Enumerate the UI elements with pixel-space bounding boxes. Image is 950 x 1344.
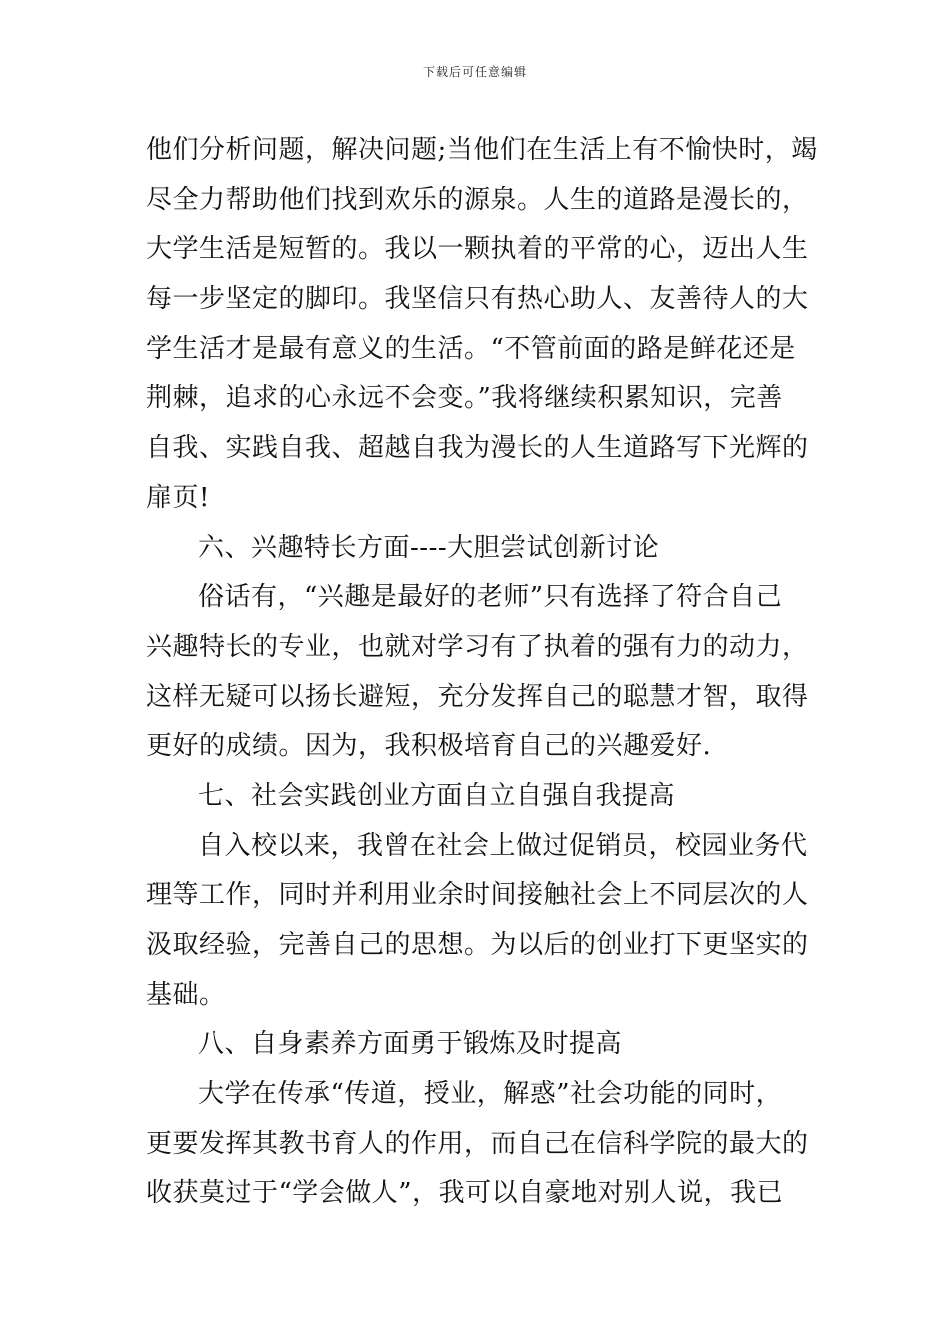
text-line: 收获莫过于“学会做人”，我可以自豪地对别人说，我已 — [146, 1178, 784, 1209]
text-line: 学生活才是最有意义的生活。“不管前面的路是鲜花还是 — [146, 333, 796, 364]
text-line: 汲取经验，完善自己的思想。为以后的创业打下更坚实的 — [146, 930, 809, 960]
text-line: 俗话有，“兴趣是最好的老师”只有选择了符合自己 — [198, 582, 783, 613]
text-line: 理等工作，同时并利用业余时间接触社会上不同层次的人 — [146, 880, 809, 911]
text-line: 每一步坚定的脚印。我坚信只有热心助人、友善待人的大 — [146, 284, 809, 315]
page-header: 下载后可任意编辑 — [422, 65, 527, 79]
text-line: 兴趣特长的专业，也就对学习有了执着的强有力的动力， — [146, 631, 809, 662]
section-heading: 六、兴趣特长方面----大胆尝试创新讨论 — [198, 532, 660, 563]
text-line: 自我、实践自我、超越自我为漫长的人生道路写下光辉的 — [146, 433, 809, 464]
section-heading: 八、自身素养方面勇于锻炼及时提高 — [198, 1029, 623, 1060]
text-line: 更要发挥其教书育人的作用，而自己在信科学院的最大的 — [146, 1128, 809, 1159]
text-line: 这样无疑可以扬长避短，充分发挥自己的聪慧才智，取得 — [146, 681, 809, 712]
text-line: 尽全力帮助他们找到欢乐的源泉。人生的道路是漫长的， — [146, 184, 809, 215]
text-line: 更好的成绩。因为，我积极培育自己的兴趣爱好. — [146, 731, 712, 762]
text-line: 他们分析问题，解决问题;当他们在生活上有不愉快时，竭 — [146, 135, 818, 165]
text-line: 大学生活是短暂的。我以一颗执着的平常的心，迈出人生 — [146, 234, 809, 265]
text-line: 基础。 — [146, 979, 226, 1010]
text-line: 大学在传承“传道，授业，解惑”社会功能的同时， — [198, 1079, 783, 1110]
document-body — [146, 126, 818, 1219]
text-line: 扉页! — [146, 482, 210, 513]
text-line: 自入校以来，我曾在社会上做过促销员，校园业务代 — [198, 830, 808, 861]
section-heading: 七、社会实践创业方面自立自强自我提高 — [198, 780, 676, 811]
text-line: 荆棘，追求的心永远不会变。”我将继续积累知识，完善 — [146, 383, 783, 414]
